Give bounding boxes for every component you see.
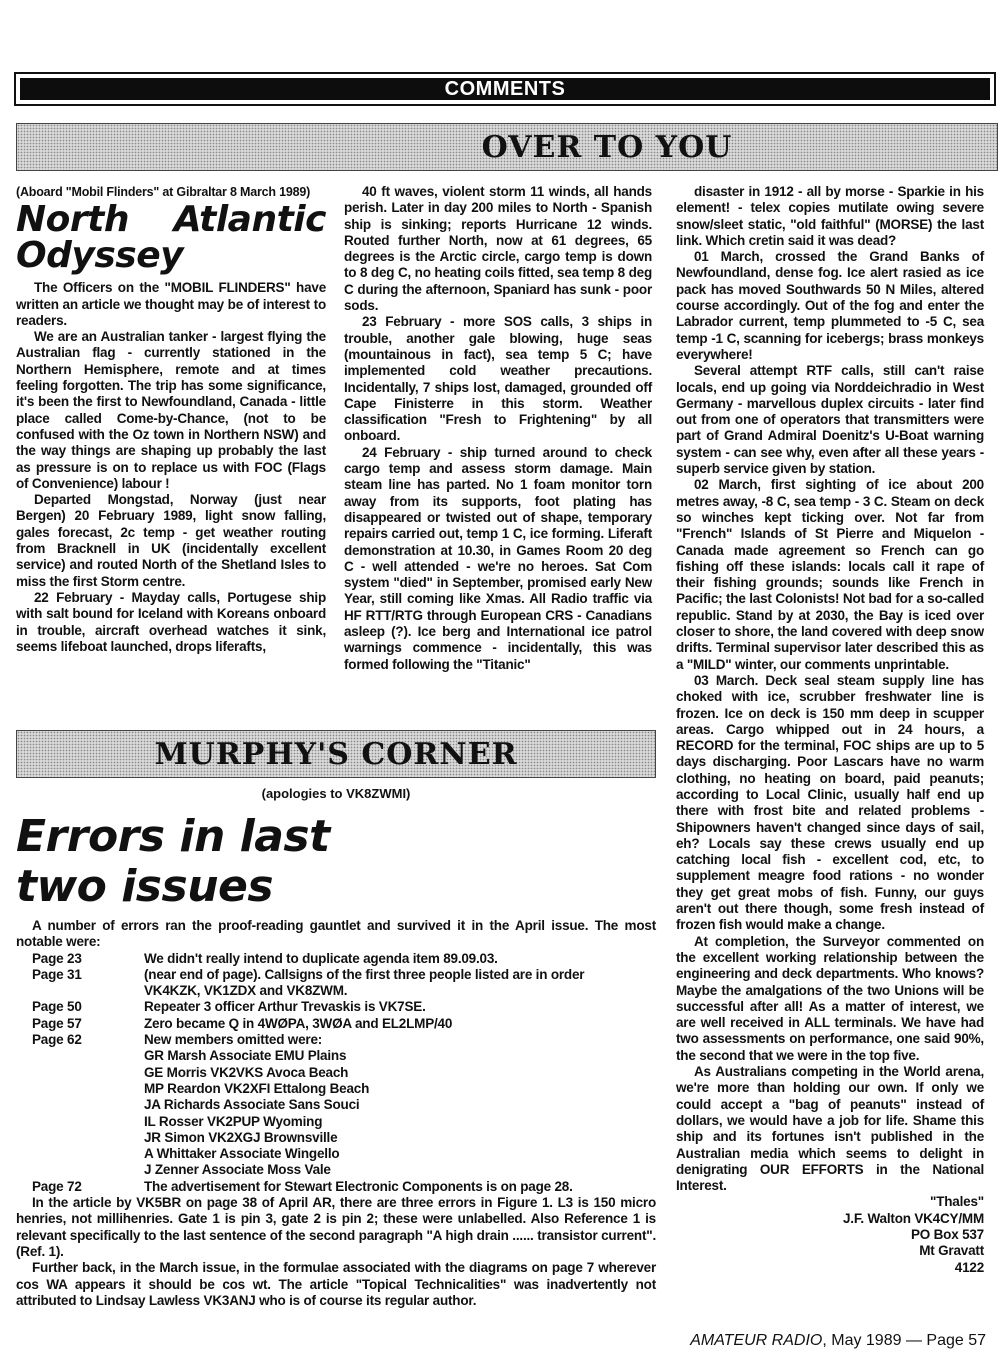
- column-3-paragraph: 03 March. Deck seal steam supply line has choked with ice, scrubber freshwater line is frozen. Ice on deck is 150 mm deep in scupper areas. Cargo whipped out in 24 hours, a RECORD for the terminal, FOC ships are up to 5 days discharging. Poor Lascars have no warm clothing, no heating on board, paid peanuts; according to Local Clinic, usually half end up there with frost bite and related problems - Shipowners haven't changed since days of sail, eh? Locals say these crews usually end up catching local fish - excellent cod, etc, to supplement meagre food rations - no wonder they get great mobs of fish. Funny, our guys aren't out there though, some fresh instead of frozen fish would make a change.: [676, 672, 984, 933]
- errata-page: Page 62: [32, 1032, 82, 1048]
- column-3-paragraph: At completion, the Surveyor commented on the excellent working relationship between the engineering and deck departments. Who knows? Maybe the amalgations of the two Unions will be successful after all! As a matter of interest, we are well received in ALL terminals. We have had two assessments on performance, one said 90%, the second that we were in the top five.: [676, 933, 984, 1063]
- murphys-corner-subtitle: (apologies to VK8ZWMI): [261, 786, 411, 801]
- article-kicker: (Aboard "Mobil Flinders" at Gibraltar 8 March 1989): [16, 185, 311, 199]
- errata-line: JA Richards Associate Sans Souci: [144, 1097, 360, 1113]
- column-2-paragraph: 24 February - ship turned around to check cargo temp and assess storm damage. Main steam line has parted. No 1 foam monitor torn away from its supports, foot plating has disappeared or twisted out of shape, temporary repairs carried out, temp 1 C, ice forming. Liferaft demonstration at 10.30, in Games Room 20 deg C - well attended - we're no heroes. Sat Com system "died" in September, promised early New Year, still coming like Xmas. All Radio traffic via HF RTT/RTG through European CRS - Canadians asleep (?). Ice berg and International ice patrol warnings commence - incidentally, this was formed following the "Titanic": [344, 444, 652, 672]
- errata-text: [144, 1179, 656, 1195]
- page-footer: [690, 1332, 986, 1350]
- column-3-paragraph: As Australians competing in the World arena, we're more than holding our own. If only we could accept a "bag of peanuts" instead of dollars, we would have a job for life. Shame this ship and its fortunes isn't published in the Australian media which seems to delight in denigrating OUR EFFORTS in the National Interest.: [676, 1064, 984, 1194]
- title-line-1: Errors in last: [16, 811, 330, 862]
- errata-row: [32, 999, 656, 1015]
- column-3-paragraph: Several attempt RTF calls, still can't raise locals, end up going via Norddeichradio in West Germany - marvellous duplex circuits - later find out from one of operators that transmitters were part of Grand Admiral Doenitz's U-Boat warning system - can see why, even after all these years - superb service given by station.: [676, 363, 984, 477]
- column-3-paragraph: 01 March, crossed the Grand Banks of Newfoundland, dense fog. Ice alert rasied as ice pack has moved Southwards 50 N Miles, altered course accordingly. Out of the fog and enter the Labrador current, temp plummeted to -5 C, sea temp -1 C, scanning for icebergs; brass monkeys everywhere!: [676, 249, 984, 362]
- errata-list: [32, 951, 656, 1195]
- errata-row: [32, 1179, 656, 1195]
- article-title: North Atlantic Odyssey: [16, 199, 326, 277]
- signature-block: [676, 1194, 984, 1275]
- title-line-2: two issues: [16, 861, 274, 912]
- errata-line: JR Simon VK2XGJ Brownsville: [144, 1129, 338, 1145]
- errata-page: Page 31: [32, 966, 82, 982]
- errata-page: Page 50: [32, 999, 82, 1015]
- errata-line: J Zenner Associate Moss Vale: [144, 1162, 331, 1178]
- errata-intro: A number of errors ran the proof-reading gauntlet and survived it in the April issue. The most notable were:: [16, 918, 656, 950]
- column-1-paragraph: Departed Mongstad, Norway (just near Bergen) 20 February 1989, light snow falling, gales forecast, 2c temp - get weather routing from Bracknell in UK (incidentally excellent service) and routed North of the Shetland Isles to miss the first Storm centre.: [16, 492, 326, 589]
- murphys-corner-banner-text: MURPHY'S CORNER: [154, 737, 518, 772]
- errata-row: [32, 951, 656, 967]
- column-2-body: [344, 184, 652, 673]
- article-column-1: [16, 184, 326, 655]
- signature-town: Mt Gravatt: [919, 1243, 984, 1259]
- murphys-corner-body: [16, 918, 656, 1309]
- errata-line: A Whittaker Associate Wingello: [144, 1146, 340, 1162]
- column-1-body: [16, 280, 326, 655]
- errata-line: GE Morris VK2VKS Avoca Beach: [144, 1064, 349, 1080]
- section-header-frame: [14, 72, 996, 106]
- over-to-you-banner-text: OVER TO YOU: [481, 130, 733, 165]
- signature-pen-name: "Thales": [930, 1194, 984, 1210]
- over-to-you-banner: [16, 123, 998, 171]
- column-3-body: [676, 184, 984, 1194]
- errata-text: [144, 951, 656, 967]
- errata-line: We didn't really intend to duplicate agenda item 89.09.03.: [144, 950, 498, 966]
- errata-line: VK4KZK, VK1ZDX and VK8ZWM.: [144, 983, 348, 999]
- errata-line: IL Rosser VK2PUP Wyoming: [144, 1113, 323, 1129]
- errata-paragraph-1: In the article by VK5BR on page 38 of April AR, there are three errors in Figure 1. L3 is 150 micro henries, not millihenries. Gate 1 is pin 3, gate 2 is pin 2; these were unlabelled. Also Reference 1 is relevant specifically to the last sentence of the second paragraph "A high drain ...... transistor current". (Ref. 1).: [16, 1195, 656, 1259]
- errata-row: [32, 1032, 656, 1179]
- footer-issue: , May 1989 — Page 57: [822, 1332, 986, 1349]
- errata-page: Page 72: [32, 1178, 82, 1194]
- section-header: COMMENTS: [20, 78, 990, 100]
- column-3-paragraph: disaster in 1912 - all by morse - Sparkie in his element! - telex copies mutilate owing severe snow/sleet static, "old faithful" (MORSE) the last link. Which cretin said it was dead?: [676, 184, 984, 248]
- errata-text: [144, 1032, 656, 1179]
- column-3-paragraph: 02 March, first sighting of ice about 200 metres away, -8 C, sea temp - 3 C. Steam on deck so winches kept ticking over. Not far from "French" Islands of St Pierre and Miquelon - Canada made agreement so French can go fishing off these islands: locals call it rape of their fishing grounds; sounds like French in Pacific; the last Colonists! Not bad for a so-called republic. Stand by at 2030, the Bay is iced over closer to shore, the land covered with deep snow drifts. Terminal supervisor later described this as a "MILD" winter, our comments unprintable.: [676, 477, 984, 672]
- errata-line: MP Reardon VK2XFI Ettalong Beach: [144, 1080, 370, 1096]
- errata-row: [32, 967, 656, 1000]
- signature-postcode: 4122: [954, 1259, 984, 1275]
- article-column-2: [344, 184, 652, 673]
- footer-publication: AMATEUR RADIO: [690, 1332, 823, 1349]
- errata-line: Repeater 3 officer Arthur Trevaskis is VK7SE.: [144, 999, 426, 1015]
- errata-text: [144, 967, 656, 1000]
- murphys-corner-banner: [16, 730, 656, 778]
- errata-row: [32, 1016, 656, 1032]
- article-column-3: [676, 184, 984, 1276]
- errata-text: [144, 1016, 656, 1032]
- column-2-paragraph: 40 ft waves, violent storm 11 winds, all hands perish. Later in day 200 miles to North - Spanish ship is sinking; reports Hurricane 12 winds. Routed further North, now at 61 degrees, 65 degrees is the Arctic circle, cargo temp is down to 8 deg C, no heating coils fitted, sea temp 8 deg C during the afternoon, Spaniard has sunk - poor sods.: [344, 184, 652, 314]
- column-1-paragraph: 22 February - Mayday calls, Portugese ship with salt bound for Iceland with Koreans onboard in trouble, aircraft overhead watches it sink, seems lifeboat launched, drops liferafts,: [16, 589, 326, 654]
- errata-paragraph-2: Further back, in the March issue, in the formulae associated with the diagrams on page 7 wherever cos WA appears it should be cos wt. The article "Topical Technicalities" was inadvertently not attributed to Lindsay Lawless VK3ANJ who is of course its regular author.: [16, 1260, 656, 1308]
- errata-line: New members omitted were:: [144, 1032, 323, 1048]
- column-1-paragraph: We are an Australian tanker - largest flying the Australian flag - currently stationed in the Northern Hemisphere, remote and at times feeling forgotten. The trip has some significance, it's been the first to Newfoundland, Canada - little place called Come-by-Chance, (not to be confused with the Oz town in Northern NSW) and the way things are shaping up probably the last as pressure is on to replace us with FOC (Flags of Convenience) labour !: [16, 329, 326, 491]
- errata-page: Page 23: [32, 950, 82, 966]
- errata-text: [144, 999, 656, 1015]
- column-2-paragraph: 23 February - more SOS calls, 3 ships in trouble, another gale blowing, huge seas (mountainous in fact), sea temp 5 C; have implemented cold weather precautions. Incidentally, 7 ships lost, damaged, grounded off Cape Finisterre in this storm. Weather classification "Fresh to Frightening" by all onboard.: [344, 314, 652, 444]
- errata-line: (near end of page). Callsigns of the first three people listed are in order: [144, 966, 585, 982]
- errata-line: Zero became Q in 4WØPA, 3WØA and EL2LMP/40: [144, 1015, 453, 1031]
- column-1-paragraph: The Officers on the "MOBIL FLINDERS" have written an article we thought may be of interest to readers.: [16, 280, 326, 328]
- errata-page: Page 57: [32, 1015, 82, 1031]
- signature-name: J.F. Walton VK4CY/MM: [842, 1210, 984, 1226]
- signature-box: PO Box 537: [910, 1227, 984, 1242]
- errata-line: GR Marsh Associate EMU Plains: [144, 1048, 347, 1064]
- errata-line: The advertisement for Stewart Electronic Components is on page 28.: [144, 1178, 573, 1194]
- murphys-corner-title: [16, 812, 656, 912]
